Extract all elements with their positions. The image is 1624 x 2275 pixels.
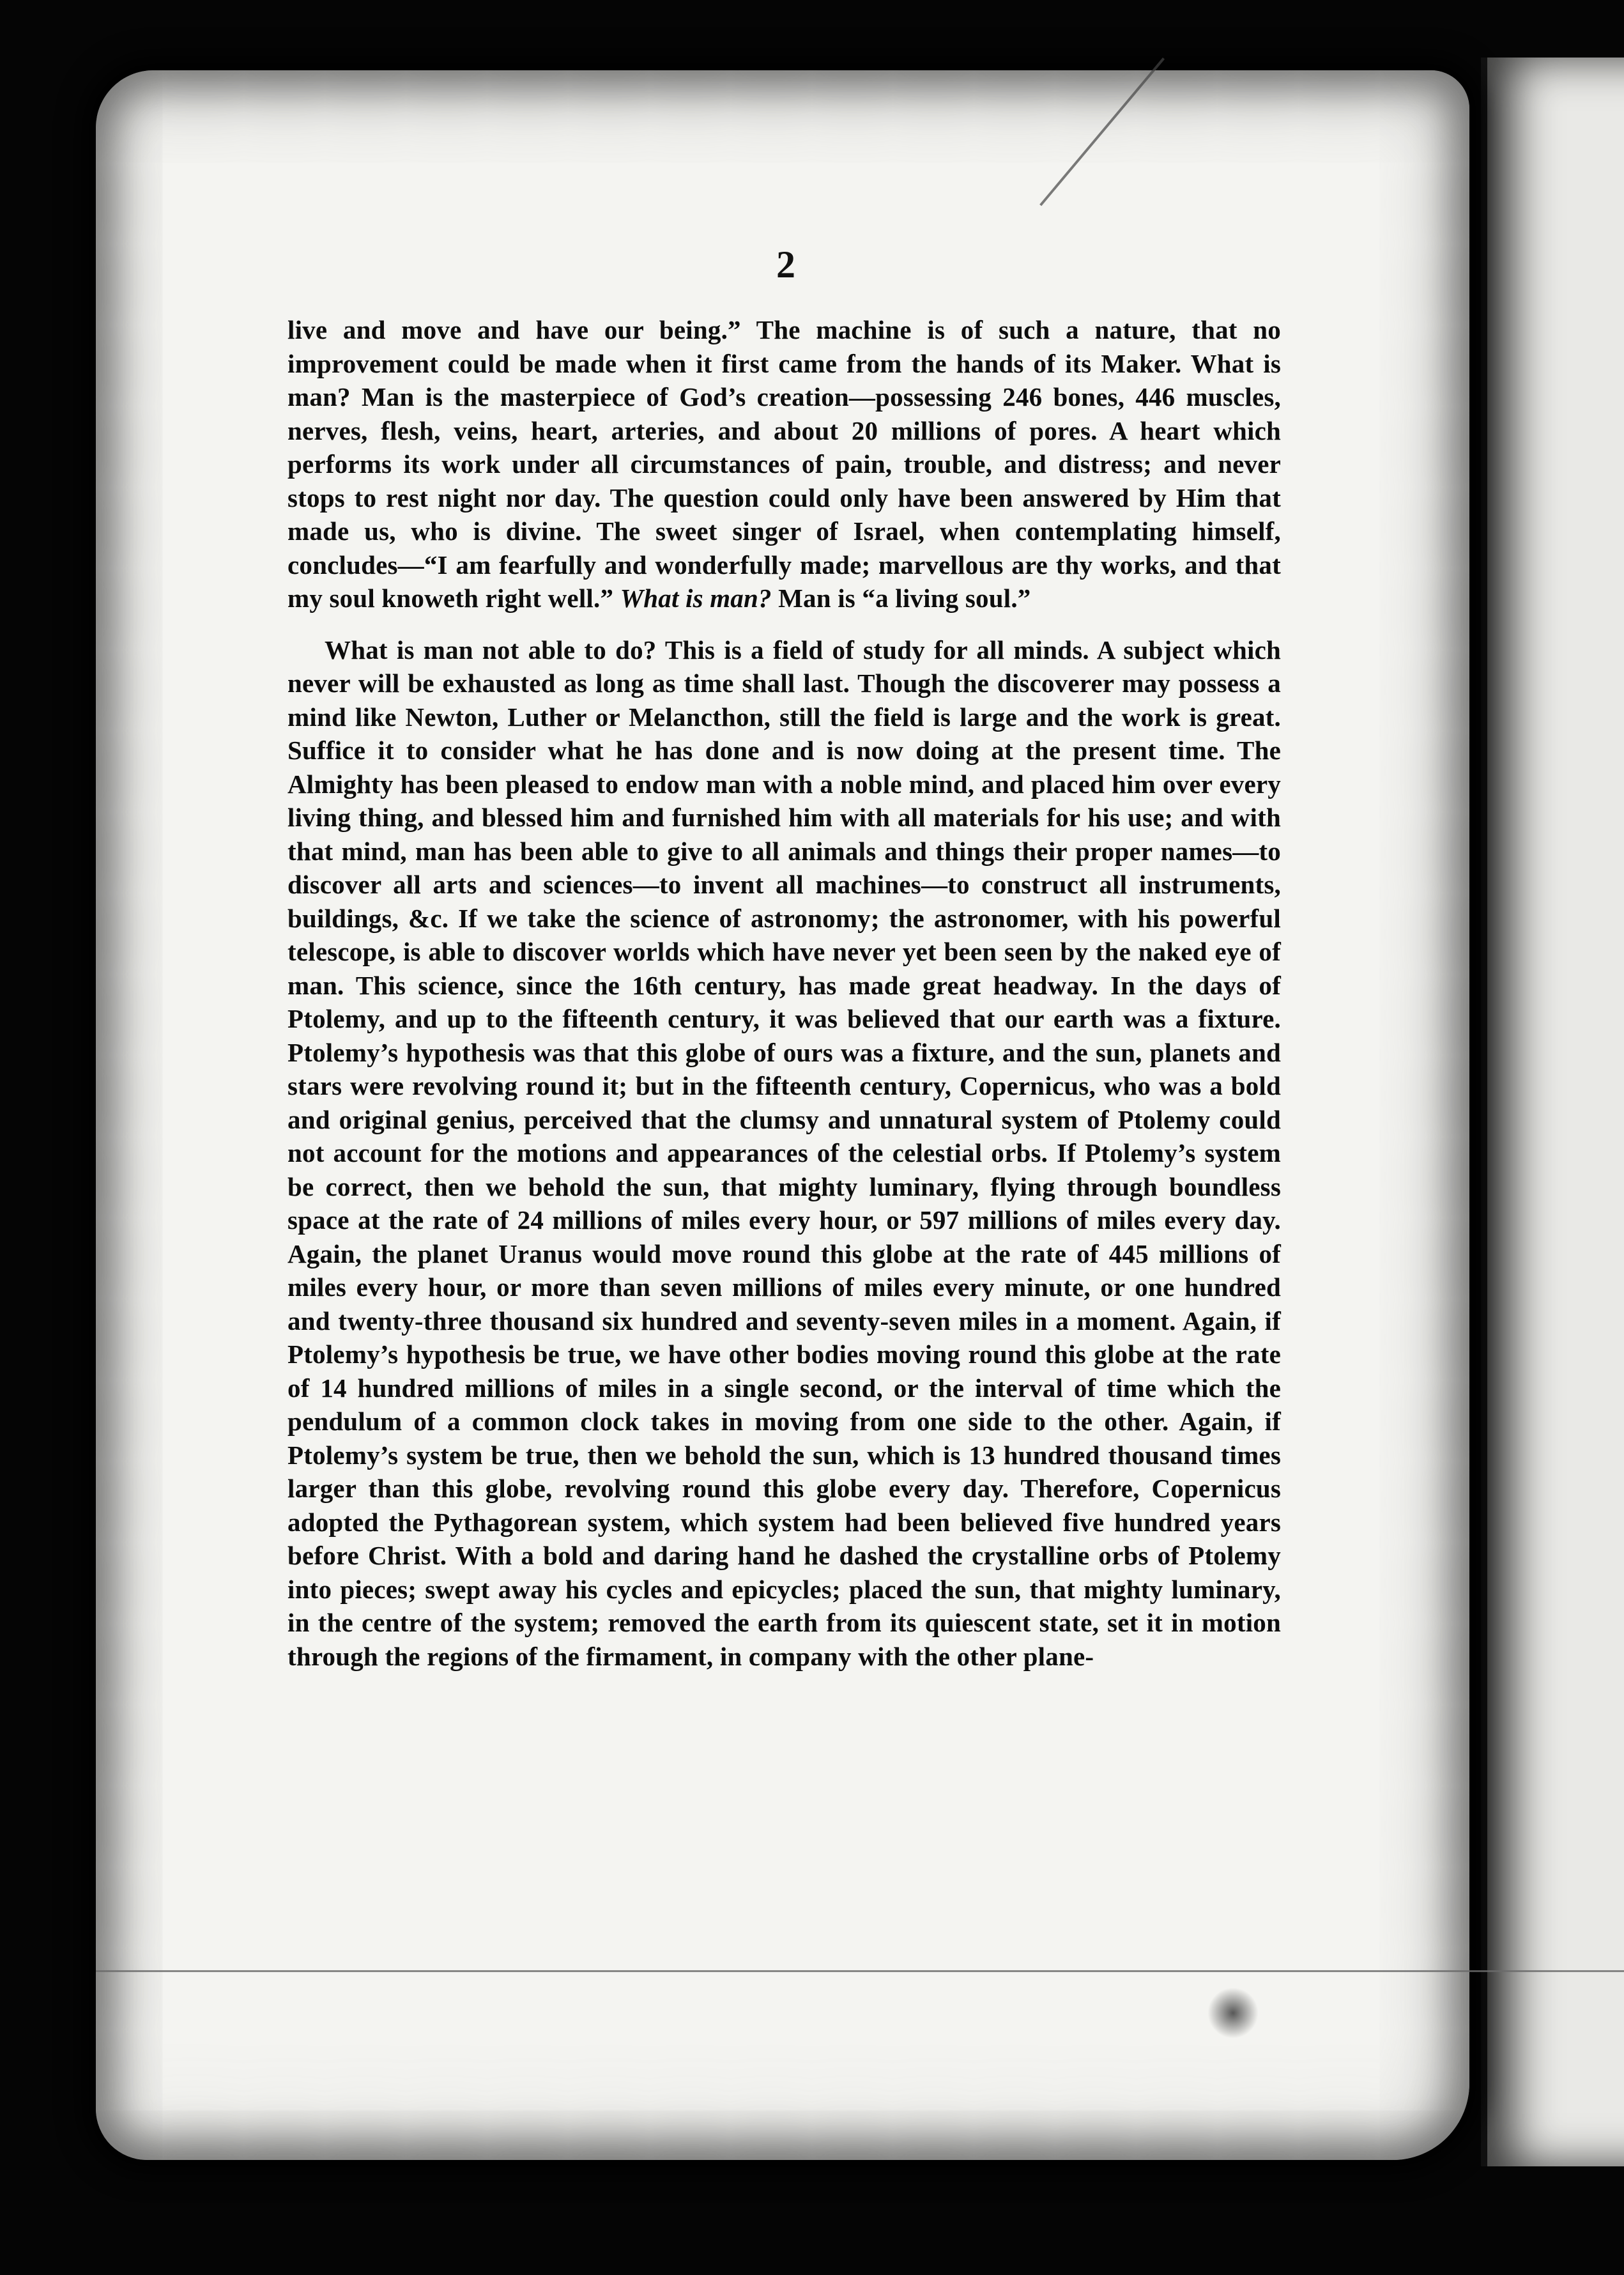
paragraph-2 bbox=[287, 633, 1281, 1674]
ink-smudge bbox=[1207, 1987, 1259, 2039]
italic-segment: What is man? bbox=[620, 583, 772, 613]
page-number: 2 bbox=[776, 243, 795, 286]
body-text bbox=[287, 313, 1281, 1673]
scan-line bbox=[96, 1970, 1624, 1972]
paragraph-1 bbox=[287, 313, 1281, 615]
text-segment: live and move and have our being.” The machine is of such a nature, that no improvement could be made when it first came from the hands of its Maker. What is man? Man is the masterpiece of God’s creation—possessing 246 bones, 446 muscles, nerves, flesh, veins, heart, arteries, and about 20 millions of pores. A heart which performs its work under all circumstances of pain, trouble, and distress; and never stops to rest night nor day. The question could only have been answered by Him that made us, who is divine. The sweet singer of Israel, when contemplating himself, concludes—“I am fearfully and wonderfully made; marvellous are thy works, and that my soul knoweth right well.” bbox=[287, 315, 1281, 613]
facing-page-edge bbox=[1481, 58, 1624, 2166]
text-segment: Man is “a living soul.” bbox=[771, 583, 1031, 613]
text-segment: What is man not able to do? This is a field of study for all minds. A subject which never will be exhausted as long as time shall last. Though the discoverer may possess a mind like Newton, Luther or Melancthon, still the field is large and the work is great. Suffice it to consider what he has done and is now doing at the present time. The Almighty has been pleased to endow man with a noble mind, and placed him over every living thing, and blessed him and furnished him with all materials for his use; and with that mind, man has been able to give to all animals and things their proper names—to discover all arts and sciences—to invent all machines—to construct all instruments, buildings, &c. If we take the science of astronomy; the astronomer, with his powerful telescope, is able to discover worlds which have never yet been seen by the naked eye of man. This science, since the 16th century, has made great headway. In the days of Ptolemy, and up to the fifteenth century, it was believed that our earth was a fixture. Ptolemy’s hypothesis was that this globe of ours was a fixture, and the sun, planets and stars were revolving round it; but in the fifteenth century, Copernicus, who was a bold and original genius, perceived that the clumsy and unnatural system of Ptolemy could not account for the motions and appearances of the celestial orbs. If Ptolemy’s system be correct, then we behold the sun, that mighty luminary, flying through boundless space at the rate of 24 millions of miles every hour, or 597 millions of miles every day. Again, the planet Uranus would move round this globe at the rate of 445 millions of miles every hour, or more than seven millions of miles every minute, or one hundred and twenty-three thousand six hundred and seventy-seven miles in a moment. Again, if Ptolemy’s hypothesis be true, we have other bodies moving round this globe at the rate of 14 hundred millions of miles in a single second, or the interval of time which the pendulum of a common clock takes in moving from one side to the other. Again, if Ptolemy’s system be true, then we behold the sun, which is 13 hundred thousand times larger than this globe, revolving round this globe every day. Therefore, Copernicus adopted the Pythagorean system, which system had been believed five hundred years before Christ. With a bold and daring hand he dashed the crystalline orbs of Ptolemy into pieces; swept away his cycles and epicycles; placed the sun, that mighty luminary, in the centre of the system; removed the earth from its quiescent state, set it in motion through the regions of the firmament, in company with the other plane- bbox=[287, 635, 1281, 1671]
